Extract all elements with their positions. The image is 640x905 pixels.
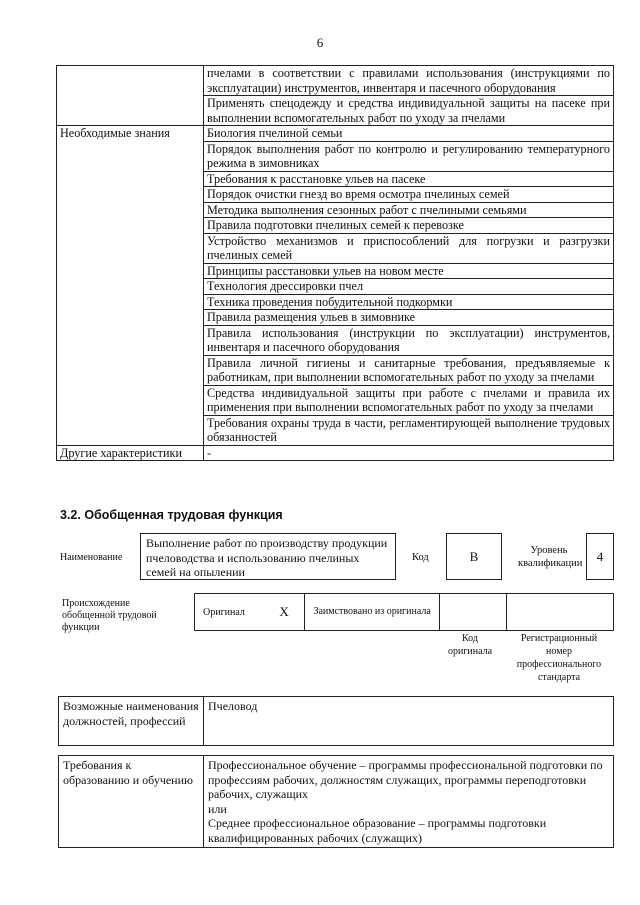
knowledge-item: Правила подготовки пчелиных семей к перевозке <box>204 218 614 234</box>
knowledge-item: Правила личной гигиены и санитарные требования, предъявляемые к работникам, при выполнении вспомогательных работ по уходу за пчелами <box>204 355 614 385</box>
table-row <box>195 594 614 631</box>
other-characteristics-label: Другие характеристики <box>57 445 204 461</box>
origin-table <box>194 593 614 631</box>
code-original-label: Код оригинала <box>447 633 493 657</box>
code-original-cell <box>439 594 506 631</box>
empty-label-cell <box>57 66 204 96</box>
education-line-1: Профессиональное обучение – программы профессиональной подготовки по профессиям рабочих, должностям служащих, программы переподготовки рабочих, служащих <box>208 758 603 801</box>
positions-value: Пчеловод <box>204 697 614 746</box>
code-label: Код <box>412 552 429 563</box>
knowledge-item: Требования к расстановке ульев на пасеке <box>204 171 614 187</box>
knowledge-item: Требования охраны труда в части, регламентирующей выполнение трудовых обязанностей <box>204 415 614 445</box>
knowledge-item: Устройство механизмов и приспособлений для погрузки и разгрузки пчелиных семей <box>204 233 614 263</box>
education-value <box>204 756 614 848</box>
empty-label-cell <box>57 96 204 126</box>
original-mark: X <box>264 594 305 631</box>
education-or: или <box>208 801 227 816</box>
table-row <box>57 445 614 461</box>
name-label: Наименование <box>60 552 123 563</box>
borrowed-label: Заимствовано из оригинала <box>305 594 440 631</box>
other-characteristics-value: - <box>204 445 614 461</box>
knowledge-item: Биология пчелиной семьи <box>204 126 614 142</box>
knowledge-item: Принципы расстановки ульев на новом месте <box>204 263 614 279</box>
education-table <box>58 755 614 848</box>
table-row <box>59 756 614 848</box>
knowledge-item: Технология дрессировки пчел <box>204 279 614 295</box>
knowledge-item: Правила размещения ульев в зимовнике <box>204 310 614 326</box>
knowledge-item: Порядок очистки гнезд во время осмотра пчелиных семей <box>204 187 614 203</box>
code-value-box: В <box>446 533 502 580</box>
table-row <box>57 126 614 142</box>
level-value-box: 4 <box>586 533 614 580</box>
origin-label: Происхождение обобщенной трудовой функции <box>62 598 157 633</box>
education-label: Требования к образованию и обучению <box>59 756 204 848</box>
table-row <box>59 697 614 746</box>
page-number: 6 <box>316 35 324 50</box>
table-row <box>57 66 614 96</box>
table-row <box>57 96 614 126</box>
positions-label: Возможные наименования должностей, профессий <box>59 697 204 746</box>
skill-continuation: пчелами в соответствии с правилами использования (инструкциями по эксплуатации) инструментов, инвентаря и пасечного оборудования <box>204 66 614 96</box>
skill-item: Применять спецодежду и средства индивидуальной защиты на пасеке при выполнении вспомогательных работ по уходу за пчелами <box>204 96 614 126</box>
reg-number-label: Регистрационный номер профессионального стандарта <box>516 633 602 683</box>
skills-knowledge-table <box>56 65 614 461</box>
section-title: 3.2. Обобщенная трудовая функция <box>60 508 283 522</box>
function-name-box: Выполнение работ по производству продукции пчеловодства и использованию пчелиных семей на опылении <box>140 533 396 580</box>
original-label: Оригинал <box>195 594 264 631</box>
positions-table <box>58 696 614 746</box>
knowledge-item: Методика выполнения сезонных работ с пчелиными семьями <box>204 202 614 218</box>
education-line-2: Среднее профессиональное образование – программы подготовки квалифицированных рабочих (служащих) <box>208 816 547 845</box>
knowledge-item: Средства индивидуальной защиты при работе с пчелами и правила их применения при выполнении вспомогательных работ по уходу за пчелами <box>204 385 614 415</box>
level-label: Уровень квалификации <box>518 545 583 569</box>
knowledge-item: Техника проведения побудительной подкормки <box>204 294 614 310</box>
knowledge-item: Правила использования (инструкции по эксплуатации) инструментов, инвентаря и пасечного оборудования <box>204 325 614 355</box>
knowledge-item: Порядок выполнения работ по контролю и регулированию температурного режима в зимовниках <box>204 141 614 171</box>
reg-number-cell <box>507 594 614 631</box>
knowledge-label: Необходимые знания <box>57 126 204 446</box>
